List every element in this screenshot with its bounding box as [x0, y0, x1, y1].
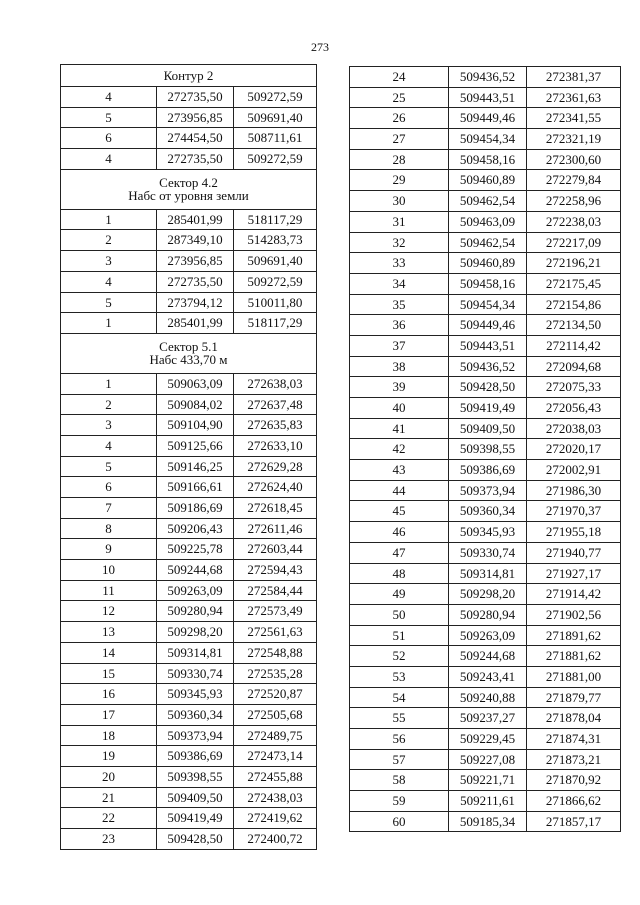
point-number: 52 [350, 646, 449, 667]
coordinate-y: 272611,46 [234, 518, 317, 539]
coordinate-x: 509449,46 [449, 108, 527, 129]
coordinate-y: 272455,88 [234, 766, 317, 787]
table-row [61, 149, 317, 170]
point-number: 2 [61, 230, 157, 251]
point-number: 26 [350, 108, 449, 129]
coordinate-x: 509398,55 [157, 766, 234, 787]
table-row [350, 501, 621, 522]
coordinate-x: 509227,08 [449, 749, 527, 770]
coordinate-x: 509454,34 [449, 129, 527, 150]
table-row [350, 398, 621, 419]
coordinate-x: 285401,99 [157, 313, 234, 334]
coordinate-x: 509206,43 [157, 518, 234, 539]
point-number: 17 [61, 704, 157, 725]
coordinate-y: 272321,19 [527, 129, 621, 150]
point-number: 40 [350, 398, 449, 419]
table-row [61, 209, 317, 230]
point-number: 30 [350, 191, 449, 212]
table-row [350, 542, 621, 563]
coordinate-y: 272635,83 [234, 415, 317, 436]
coordinate-x: 509237,27 [449, 708, 527, 729]
table-row [61, 456, 317, 477]
point-number: 41 [350, 418, 449, 439]
coordinate-x: 509263,09 [449, 625, 527, 646]
coordinate-x: 509243,41 [449, 666, 527, 687]
coordinate-y: 272535,28 [234, 663, 317, 684]
point-number: 13 [61, 622, 157, 643]
table-row [350, 418, 621, 439]
coordinates-table-right [349, 66, 621, 832]
table-row [61, 373, 317, 394]
coordinate-x: 509458,16 [449, 149, 527, 170]
point-number: 45 [350, 501, 449, 522]
coordinate-x: 509463,09 [449, 211, 527, 232]
coordinate-x: 285401,99 [157, 209, 234, 230]
point-number: 8 [61, 518, 157, 539]
point-number: 7 [61, 498, 157, 519]
coordinate-x: 274454,50 [157, 128, 234, 149]
coordinate-y: 508711,61 [234, 128, 317, 149]
table-row [61, 230, 317, 251]
coordinate-x: 509263,09 [157, 580, 234, 601]
point-number: 24 [350, 67, 449, 88]
coordinate-y: 272489,75 [234, 725, 317, 746]
coordinate-y: 272400,72 [234, 829, 317, 850]
point-number: 27 [350, 129, 449, 150]
table-row [350, 129, 621, 150]
coordinate-x: 509428,50 [157, 829, 234, 850]
point-number: 6 [61, 477, 157, 498]
table-row [61, 477, 317, 498]
table-row [350, 666, 621, 687]
section-header [61, 333, 317, 373]
coordinate-x: 509443,51 [449, 335, 527, 356]
table-row [350, 604, 621, 625]
table-row [61, 787, 317, 808]
coordinate-y: 272520,87 [234, 684, 317, 705]
coordinate-x: 509298,20 [449, 584, 527, 605]
table-row [61, 746, 317, 767]
point-number: 48 [350, 563, 449, 584]
point-number: 1 [61, 373, 157, 394]
table-row [61, 663, 317, 684]
point-number: 59 [350, 791, 449, 812]
point-number: 19 [61, 746, 157, 767]
point-number: 54 [350, 687, 449, 708]
coordinate-x: 509185,34 [449, 811, 527, 832]
coordinate-y: 272638,03 [234, 373, 317, 394]
table-row [61, 394, 317, 415]
point-number: 33 [350, 253, 449, 274]
coordinate-y: 514283,73 [234, 230, 317, 251]
coordinate-x: 509146,25 [157, 456, 234, 477]
point-number: 3 [61, 415, 157, 436]
coordinate-y: 272217,09 [527, 232, 621, 253]
table-row [350, 232, 621, 253]
table-row [350, 273, 621, 294]
coordinate-x: 509360,34 [157, 704, 234, 725]
coordinate-x: 509419,49 [449, 398, 527, 419]
coordinate-y: 271874,31 [527, 729, 621, 750]
coordinate-y: 272573,49 [234, 601, 317, 622]
coordinate-x: 509298,20 [157, 622, 234, 643]
table-row [350, 729, 621, 750]
point-number: 3 [61, 251, 157, 272]
coordinate-y: 272584,44 [234, 580, 317, 601]
coordinate-y: 272594,43 [234, 560, 317, 581]
coordinate-x: 509125,66 [157, 435, 234, 456]
table-row [61, 704, 317, 725]
coordinate-y: 271902,56 [527, 604, 621, 625]
coordinates-table-left [60, 64, 317, 850]
table-row [61, 251, 317, 272]
coordinate-x: 272735,50 [157, 271, 234, 292]
coordinate-x: 287349,10 [157, 230, 234, 251]
table-row [350, 811, 621, 832]
table-row [61, 435, 317, 456]
coordinate-x: 509462,54 [449, 191, 527, 212]
coordinate-x: 509436,52 [449, 67, 527, 88]
section-header [61, 65, 317, 87]
point-number: 4 [61, 435, 157, 456]
table-row [350, 294, 621, 315]
point-number: 56 [350, 729, 449, 750]
point-number: 36 [350, 315, 449, 336]
point-number: 28 [350, 149, 449, 170]
coordinate-y: 271881,62 [527, 646, 621, 667]
coordinate-y: 272629,28 [234, 456, 317, 477]
coordinate-x: 509386,69 [157, 746, 234, 767]
coordinate-y: 272548,88 [234, 642, 317, 663]
coordinate-x: 509428,50 [449, 377, 527, 398]
coordinate-x: 509221,71 [449, 770, 527, 791]
coordinate-x: 509409,50 [449, 418, 527, 439]
coordinate-x: 509345,93 [157, 684, 234, 705]
point-number: 55 [350, 708, 449, 729]
point-number: 35 [350, 294, 449, 315]
coordinate-y: 272381,37 [527, 67, 621, 88]
coordinate-x: 509330,74 [449, 542, 527, 563]
point-number: 5 [61, 292, 157, 313]
table-row [350, 377, 621, 398]
coordinate-x: 509345,93 [449, 522, 527, 543]
coordinate-x: 509409,50 [157, 787, 234, 808]
point-number: 20 [61, 766, 157, 787]
coordinate-x: 509460,89 [449, 253, 527, 274]
point-number: 4 [61, 271, 157, 292]
point-number: 38 [350, 356, 449, 377]
coordinate-y: 509691,40 [234, 251, 317, 272]
coordinate-y: 271940,77 [527, 542, 621, 563]
coordinate-y: 272633,10 [234, 435, 317, 456]
coordinate-x: 272735,50 [157, 87, 234, 108]
point-number: 47 [350, 542, 449, 563]
point-number: 37 [350, 335, 449, 356]
coordinate-y: 272279,84 [527, 170, 621, 191]
section-header [61, 169, 317, 209]
coordinate-y: 271866,62 [527, 791, 621, 812]
coordinate-y: 272038,03 [527, 418, 621, 439]
coordinate-y: 272175,45 [527, 273, 621, 294]
table-row [61, 87, 317, 108]
coordinate-y: 272154,86 [527, 294, 621, 315]
table-row [61, 642, 317, 663]
table-row [350, 253, 621, 274]
page-number: 273 [311, 40, 329, 54]
coordinate-x: 509386,69 [449, 460, 527, 481]
coordinate-y: 509272,59 [234, 87, 317, 108]
coordinate-y: 271970,37 [527, 501, 621, 522]
coordinate-y: 272561,63 [234, 622, 317, 643]
coordinate-y: 271986,30 [527, 480, 621, 501]
coordinate-x: 509186,69 [157, 498, 234, 519]
coordinate-x: 509280,94 [157, 601, 234, 622]
coordinate-y: 272238,03 [527, 211, 621, 232]
table-row [350, 460, 621, 481]
coordinate-y: 272020,17 [527, 439, 621, 460]
table-row [350, 170, 621, 191]
point-number: 42 [350, 439, 449, 460]
section-title [61, 333, 317, 373]
point-number: 39 [350, 377, 449, 398]
point-number: 25 [350, 87, 449, 108]
coordinate-y: 272300,60 [527, 149, 621, 170]
point-number: 60 [350, 811, 449, 832]
table-row [61, 580, 317, 601]
coordinate-y: 272094,68 [527, 356, 621, 377]
table-row [350, 625, 621, 646]
point-number: 5 [61, 107, 157, 128]
table-row [61, 622, 317, 643]
table-row [61, 808, 317, 829]
point-number: 58 [350, 770, 449, 791]
coordinate-y: 272624,40 [234, 477, 317, 498]
table-row [350, 108, 621, 129]
section-title-line: Набс 433,70 м [149, 352, 228, 368]
table-row [61, 107, 317, 128]
section-title-line: Сектор 4.2 [159, 174, 218, 190]
point-number: 18 [61, 725, 157, 746]
coordinate-x: 272735,50 [157, 149, 234, 170]
coordinate-x: 509436,52 [449, 356, 527, 377]
section-title-line: Набс от уровня земли [128, 188, 249, 204]
table-row [350, 522, 621, 543]
section-title-line: Сектор 5.1 [159, 338, 218, 354]
table-row [350, 646, 621, 667]
coordinate-x: 509084,02 [157, 394, 234, 415]
point-number: 5 [61, 456, 157, 477]
coordinate-x: 509211,61 [449, 791, 527, 812]
point-number: 53 [350, 666, 449, 687]
point-number: 4 [61, 87, 157, 108]
coordinate-y: 271857,17 [527, 811, 621, 832]
coordinate-x: 509373,94 [449, 480, 527, 501]
point-number: 1 [61, 313, 157, 334]
coordinate-x: 273956,85 [157, 107, 234, 128]
coordinate-y: 272258,96 [527, 191, 621, 212]
point-number: 29 [350, 170, 449, 191]
table-row [61, 766, 317, 787]
point-number: 10 [61, 560, 157, 581]
table-row [350, 687, 621, 708]
coordinate-y: 271881,00 [527, 666, 621, 687]
coordinate-y: 272361,63 [527, 87, 621, 108]
table-row [61, 829, 317, 850]
coordinate-y: 272056,43 [527, 398, 621, 419]
coordinate-y: 271955,18 [527, 522, 621, 543]
coordinate-y: 272603,44 [234, 539, 317, 560]
coordinate-x: 509314,81 [157, 642, 234, 663]
coordinate-x: 273956,85 [157, 251, 234, 272]
point-number: 32 [350, 232, 449, 253]
table-row [61, 292, 317, 313]
coordinate-x: 509373,94 [157, 725, 234, 746]
point-number: 9 [61, 539, 157, 560]
coordinate-y: 271878,04 [527, 708, 621, 729]
coordinate-y: 271891,62 [527, 625, 621, 646]
coordinate-y: 271914,42 [527, 584, 621, 605]
coordinate-x: 509244,68 [449, 646, 527, 667]
point-number: 49 [350, 584, 449, 605]
coordinate-y: 272618,45 [234, 498, 317, 519]
point-number: 12 [61, 601, 157, 622]
coordinate-x: 509240,88 [449, 687, 527, 708]
coordinate-x: 509462,54 [449, 232, 527, 253]
coordinate-x: 509360,34 [449, 501, 527, 522]
coordinate-x: 509063,09 [157, 373, 234, 394]
table-row [350, 211, 621, 232]
coordinate-y: 518117,29 [234, 209, 317, 230]
table-row [61, 498, 317, 519]
coordinate-x: 509314,81 [449, 563, 527, 584]
coordinate-y: 272002,91 [527, 460, 621, 481]
coordinate-y: 271873,21 [527, 749, 621, 770]
coordinate-y: 272419,62 [234, 808, 317, 829]
coordinate-y: 272438,03 [234, 787, 317, 808]
section-title-line: Контур 2 [163, 67, 214, 83]
table-row [61, 128, 317, 149]
coordinate-x: 509419,49 [157, 808, 234, 829]
coordinate-x: 509330,74 [157, 663, 234, 684]
coordinate-y: 271870,92 [527, 770, 621, 791]
table-row [61, 313, 317, 334]
coordinate-y: 272196,21 [527, 253, 621, 274]
table-row [350, 770, 621, 791]
table-row [350, 87, 621, 108]
point-number: 16 [61, 684, 157, 705]
table-row [61, 725, 317, 746]
coordinate-x: 273794,12 [157, 292, 234, 313]
table-row [350, 335, 621, 356]
coordinate-y: 272075,33 [527, 377, 621, 398]
table-row [350, 149, 621, 170]
point-number: 4 [61, 149, 157, 170]
point-number: 11 [61, 580, 157, 601]
coordinate-x: 509443,51 [449, 87, 527, 108]
coordinate-y: 509272,59 [234, 149, 317, 170]
table-row [61, 415, 317, 436]
point-number: 51 [350, 625, 449, 646]
table-row [61, 518, 317, 539]
table-row [61, 271, 317, 292]
coordinate-x: 509104,90 [157, 415, 234, 436]
coordinate-y: 272134,50 [527, 315, 621, 336]
point-number: 23 [61, 829, 157, 850]
coordinate-y: 509691,40 [234, 107, 317, 128]
coordinate-y: 271879,77 [527, 687, 621, 708]
point-number: 6 [61, 128, 157, 149]
table-row [61, 684, 317, 705]
point-number: 14 [61, 642, 157, 663]
point-number: 34 [350, 273, 449, 294]
table-row [350, 749, 621, 770]
point-number: 44 [350, 480, 449, 501]
coordinate-x: 509225,78 [157, 539, 234, 560]
coordinate-y: 272637,48 [234, 394, 317, 415]
point-number: 46 [350, 522, 449, 543]
coordinate-y: 272473,14 [234, 746, 317, 767]
table-row [350, 439, 621, 460]
coordinate-y: 272114,42 [527, 335, 621, 356]
coordinate-y: 271927,17 [527, 563, 621, 584]
point-number: 43 [350, 460, 449, 481]
coordinate-x: 509460,89 [449, 170, 527, 191]
table-row [350, 315, 621, 336]
coordinate-x: 509458,16 [449, 273, 527, 294]
table-row [350, 584, 621, 605]
coordinate-y: 272505,68 [234, 704, 317, 725]
table-row [350, 563, 621, 584]
table-row [350, 356, 621, 377]
coordinate-x: 509229,45 [449, 729, 527, 750]
table-row [350, 480, 621, 501]
coordinate-y: 272341,55 [527, 108, 621, 129]
section-title [61, 169, 317, 209]
table-row [61, 560, 317, 581]
point-number: 21 [61, 787, 157, 808]
coordinate-x: 509244,68 [157, 560, 234, 581]
coordinate-x: 509454,34 [449, 294, 527, 315]
table-row [350, 191, 621, 212]
coordinate-x: 509166,61 [157, 477, 234, 498]
coordinate-x: 509449,46 [449, 315, 527, 336]
point-number: 22 [61, 808, 157, 829]
point-number: 50 [350, 604, 449, 625]
point-number: 2 [61, 394, 157, 415]
point-number: 31 [350, 211, 449, 232]
coordinate-y: 509272,59 [234, 271, 317, 292]
section-title [61, 65, 317, 87]
coordinate-x: 509280,94 [449, 604, 527, 625]
coordinate-x: 509398,55 [449, 439, 527, 460]
point-number: 57 [350, 749, 449, 770]
coordinate-y: 510011,80 [234, 292, 317, 313]
table-row [61, 539, 317, 560]
point-number: 1 [61, 209, 157, 230]
coordinate-y: 518117,29 [234, 313, 317, 334]
table-row [61, 601, 317, 622]
table-row [350, 708, 621, 729]
point-number: 15 [61, 663, 157, 684]
table-row [350, 791, 621, 812]
table-row [350, 67, 621, 88]
